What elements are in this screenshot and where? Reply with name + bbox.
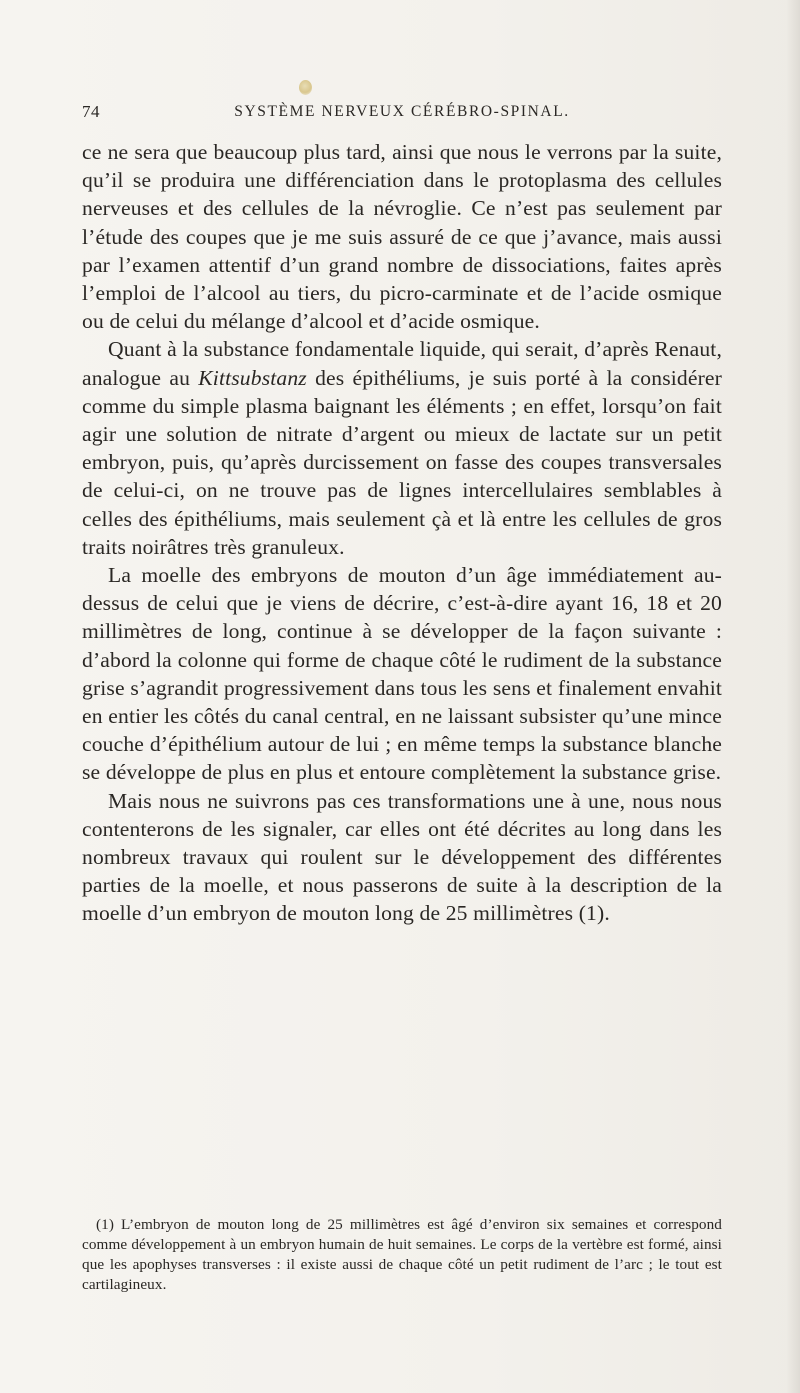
paper-stain [299,80,312,95]
page-number: 74 [82,102,100,121]
kittsubstanz-term: Kittsubstanz [198,365,307,390]
paragraph-2 [82,335,722,561]
paragraph-2-part-1: Quant à la substance fondamentale liquide, qui serait, d’après Renaut, analogue au [82,337,722,390]
body-text [82,138,722,928]
paragraph-1: ce ne sera que beaucoup plus tard, ainsi que nous le verrons par la suite, qu’il se produira une différenciation dans le protoplasma des cellules nerveuses et des cellules de la névroglie. Ce n’est pas seulement par l’étude des coupes que je me suis assuré de ce que j’avance, mais aussi par l’examen attentif d’un grand nombre de dissociations, faites après l’emploi de l’alcool au tiers, du picro-carminate et de l’acide osmique ou de celui du mélange d’alcool et d’acide osmique. [82,140,722,334]
spine-shadow [786,0,800,1393]
paragraph-3: La moelle des embryons de mouton d’un âge immédiatement au-dessus de celui que je viens de décrire, c’est-à-dire ayant 16, 18 et 20 millimètres de long, continue à se développer de la façon suivante : d’abord la colonne qui forme de chaque côté le rudiment de la substance grise s’agrandit progressivement dans tous les sens et finalement envahit en entier les côtés du canal central, en ne laissant subsister qu’une mince couche d’épithélium autour de lui ; en même temps la substance blanche se développe de plus en plus et entoure complètement la substance grise. [82,563,722,785]
paragraph-2-part-2: des épithéliums, je suis porté à la considérer comme du simple plasma baignant les éléments ; en effet, lorsqu’on fait agir une solution de nitrate d’argent ou mieux de lactate sur un petit embryon, puis, qu’après durcissement on fasse des coupes transversales de celui-ci, on ne trouve pas de lignes intercellulaires semblables à celles des épithéliums, mais seulement çà et là entre les cellules de gros traits noirâtres très granuleux. [82,365,722,559]
footnote [82,1215,722,1295]
paragraph-4: Mais nous ne suivrons pas ces transformations une à une, nous nous contenterons de les signaler, car elles ont été décrites au long dans les nombreux travaux qui roulent sur le développement des différentes parties de la moelle, et nous passerons de suite à la description de la moelle d’un embryon de mouton long de 25 millimètres (1). [82,788,722,926]
page-header [82,102,722,126]
footnote-text: (1) L’embryon de mouton long de 25 millimètres est âgé d’environ six semaines et correspond comme développement à un embryon humain de huit semaines. Le corps de la vertèbre est formé, ainsi que les apophyses transverses : il existe aussi de chaque côté un petit rudiment de l’arc ; le tout est cartilagineux. [82,1216,722,1293]
running-title: SYSTÈME NERVEUX CÉRÉBRO-SPINAL. [234,103,570,120]
